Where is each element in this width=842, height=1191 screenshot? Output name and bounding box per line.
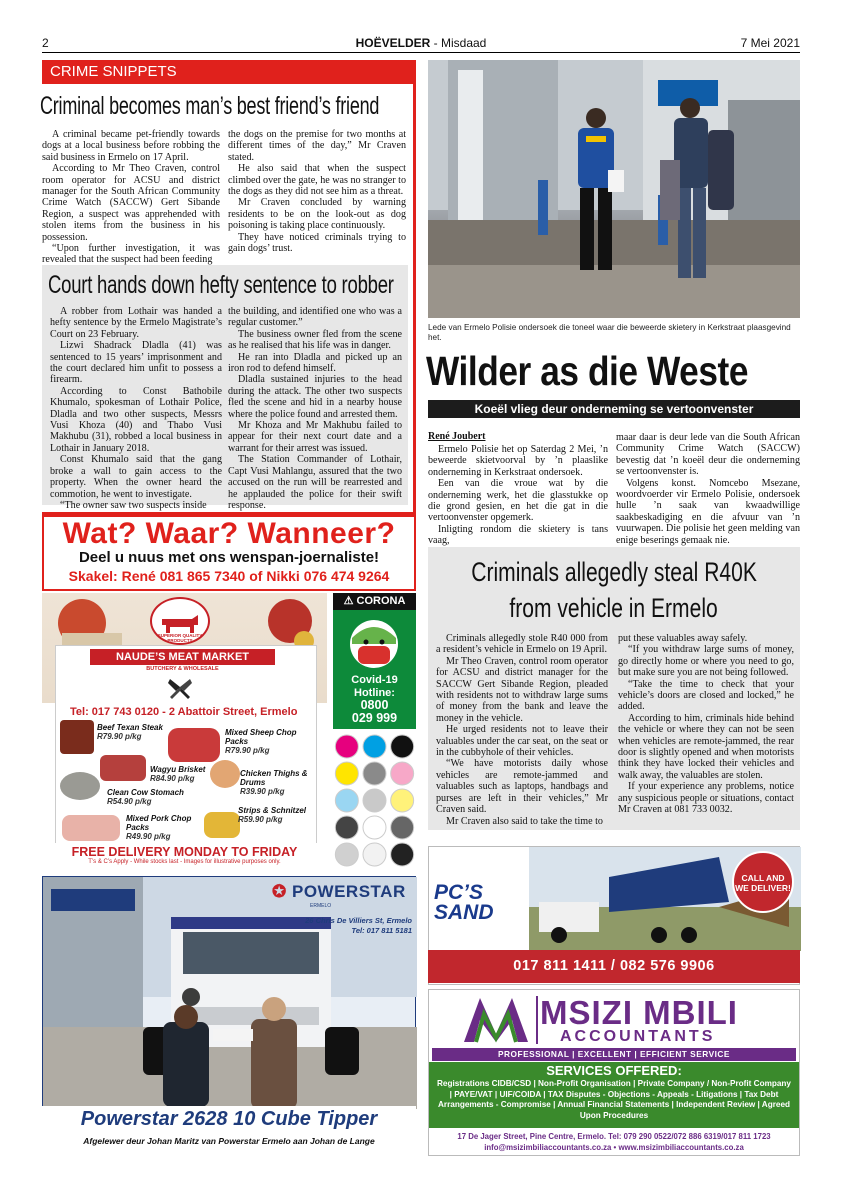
article-column [428,444,608,547]
paragraph: Const Khumalo said that the gang broke a wall to gain access to the property. When the owner heard the commotion, he went to investigate. [50,454,222,500]
item-price: R54.90 p/kg [107,797,152,806]
paragraph: Lizwi Shadrack Dladla (41) was sentenced to 15 years’ imprisonment and the court declared him unfit to possess a firearm. [50,340,222,386]
dealer-address [290,916,412,936]
photo-caption: Lede van Ermelo Polisie ondersoek die toneel waar die beweerde skietery in Kerkstraat plaasgevind het. [428,323,791,342]
article-byline: René Joubert [428,431,486,442]
warning-icon: ⚠ [343,595,354,607]
meat-photo [60,720,94,754]
colour-swatch [391,789,414,812]
butcher-sub: BUTCHERY & WHOLESALE [146,666,219,672]
paragraph: Ermelo Polisie het op Saterdag 2 Mei, ’n beweerde skietvoorval by ’n plaaslike onderneming in Kerkstraat ondersoek. [428,444,608,478]
delivery-text: FREE DELIVERY MONDAY TO FRIDAY [71,845,298,859]
header-rule [42,52,800,53]
web-line: info@msizimbiliaccountants.co.za • www.msizimbiliaccountants.co.za [484,1142,744,1152]
paragraph: According to Const Bathobile Khumalo, spokesman of Lothair Police, Dladla and two other suspects, Messrs Vusi Khoza (40) and Thabo Vusi Makhubu (31), robbed a local business in Lothair in January 2018. [50,385,222,454]
meat-photo [168,728,220,762]
paragraph: Dladla sustained injuries to the head during the attack. The other two suspects fled the scene and hid in a nearby house where the police found and arrested them. [228,374,402,420]
article-headline: Wilder as die Weste [426,348,749,394]
paragraph: “The owner saw two suspects inside [60,499,207,511]
article-column [228,129,406,259]
advert-title: Powerstar 2628 10 Cube Tipper [80,1108,378,1130]
firm-type: ACCOUNTANTS [560,1028,716,1045]
firm-tagline: PROFESSIONAL | EXCELLENT | EFFICIENT SERVICE [432,1048,796,1061]
item-price: R49.90 p/kg [126,832,171,841]
price-item [240,769,315,796]
meat-photo [100,755,146,781]
price-item [107,788,184,806]
corona-tag [333,593,416,610]
phone-banner: 017 811 1411 / 082 576 9906 [428,950,800,983]
paragraph: Een van die vroue wat by die onderneming werk, het die glasstukke op die grond gesien, en het die gat in die vertoonvenster opgemerk. [428,478,608,524]
price-item [126,814,204,841]
hotline-line: Hotline: [354,686,395,699]
article-headline: Court hands down hefty sentence to robber [48,271,394,299]
hotline-line: Covid-19 [351,674,398,686]
section-tag: CRIME SNIPPETS [42,60,416,84]
item-price: R84.90 p/kg [150,774,195,783]
paragraph: maar daar is deur lede van die South African Community Crime Watch (SACCW) bevestig dat ’n koeël deur die onderneming se vertoonvenster is. [616,432,800,478]
paragraph: A criminal became pet-friendly towards dogs at a local business before robbing the said business in Ermelo on 17 April. [42,129,220,163]
logo-line: SAND [434,901,494,924]
paragraph: Mr Craven also said to take the time to [446,815,603,827]
mm-logo-icon [462,994,530,1044]
advert-subtitle: Deel u nuus met ons wenspan-joernaliste! [78,549,380,566]
headline-line: from vehicle in Ermelo [509,593,719,623]
paragraph: Criminals allegedly stole R40 000 from a resident’s vehicle in Ermelo on 19 April. [436,633,608,656]
colour-swatch [363,735,386,758]
item-name: Clean Cow Stomach [107,788,184,797]
logo-line: PC’S [434,881,484,904]
meat-photo [60,772,100,800]
article-column [436,633,608,825]
article-column [616,432,800,546]
issue-date: 7 Mei 2021 [740,36,800,50]
colour-swatch [335,789,358,812]
corona-label: CORONA [356,595,406,607]
colour-swatch [363,762,386,785]
hotline-number: 0800 [360,698,389,712]
powerstar-logo [272,882,406,902]
logo-divider [536,996,538,1044]
paragraph: A robber from Lothair was handed a hefty sentence by the Ermelo Magistrate’s Court on 23 February. [50,306,222,340]
address-line: 17 De Jager Street, Pine Centre, Ermelo. Tel: 079 290 0522/072 886 6319/017 811 1723 [457,1132,771,1141]
swatch-grid [333,733,416,868]
truck-photo [43,877,417,1109]
delivery-badge: CALL AND WE DELIVER! [732,851,794,913]
paragraph: They have noticed criminals trying to gain dogs’ trust. [228,231,406,255]
paper-masthead [0,36,842,50]
paragraph: The Station Commander of Lothair, Capt Vusi Mahlangu, assured that the two accused on the run will be rearrested and he applauded the police for their swift response. [228,454,402,511]
article-column [42,129,220,266]
paragraph: The business owner fled from the scene as he realised that his life was in danger. [228,328,402,352]
masked-face-icon [346,614,403,670]
meat-photo [210,760,240,788]
paragraph: According to Mr Theo Craven, control room operator for ACSU and district manager for the South African Community Crime Watch (SACCW) Gert Sibande Region, a suspect was apprehended with stolen items from the business in his possession. [42,163,220,243]
cleaver-icon [166,675,194,701]
colour-swatch [363,816,386,839]
advert-contact: Skakel: René 081 865 7340 of Nikki 076 474 9264 [68,568,390,584]
colour-swatch [335,843,358,866]
meat-photo [204,812,240,838]
butcher-name: NAUDE’S MEAT MARKET [90,649,275,665]
colour-swatch [391,816,414,839]
paragraph: “Take the time to check that your vehicle’s doors are closed and locked,” he added. [618,678,794,713]
item-price: R59.90 p/kg [238,815,283,824]
item-name: Beef Texan Steak [97,723,163,732]
paragraph: Inligting rondom die skietery is tans vaag, [428,523,608,547]
brand-name: POWERSTAR [291,882,406,901]
colour-calibration-strip [333,733,416,868]
phone-line: Tel: 017 811 5181 [351,926,412,935]
paragraph: He ran into Dladla and picked up an iron rod to defend himself. [228,351,402,375]
article-subheadline: Koeël vlieg deur onderneming se vertoonvenster [428,400,800,418]
firm-name: MSIZI MBILI [540,994,738,1031]
services-title: SERVICES OFFERED: [546,1063,682,1078]
price-item [150,765,205,783]
star-icon: ✪ [272,882,287,901]
badge-label: SUPERIOR QUALITY PRODUCTS [157,633,203,643]
headline-line: Criminals allegedly steal R40K [471,557,757,587]
advert-title: Wat? Waar? Wanneer? [62,517,396,550]
colour-swatch [335,735,358,758]
item-price: R79.90 p/kg [225,746,270,755]
item-name: Mixed Pork Chop Packs [126,814,192,832]
advert-terms: T’s & C’s Apply - While stocks last - Images for illustrative purposes only. [88,859,281,865]
advert-caption: Afgelewer deur Johan Maritz van Powerstar Ermelo aan Johan de Lange [83,1136,375,1146]
page-number: 2 [42,36,49,50]
section-name: - Misdaad [430,36,487,50]
colour-swatch [391,762,414,785]
article-column [228,306,402,511]
item-price: R39.90 p/kg [240,787,285,796]
price-item [97,723,163,741]
colour-swatch [335,816,358,839]
article-headline [428,554,800,626]
sand-logo [434,883,494,923]
butcher-contact: Tel: 017 743 0120 - 2 Abattoir Street, Ermelo [70,706,298,718]
branch-label: ERMELO [310,903,332,909]
item-name: Chicken Thighs & Drums [240,769,308,787]
paragraph: put these valuables away safely. [618,633,748,644]
paragraph: He urged residents not to leave their valuables under the car seat, on the seat or in the cubbyhole of their vehicles. [436,724,608,759]
paragraph: “We have motorists daily whose vehicles are remote-jammed and valuables such as laptops, handbags and purses are left in their vehicles,” Mr Craven said. [436,758,608,816]
item-name: Strips & Schnitzel [238,806,307,815]
hotline-number: 029 999 [351,710,398,725]
paper-name: HOËVELDER [355,36,431,50]
item-name: Wagyu Brisket [150,765,206,774]
colour-swatch [391,843,414,866]
paragraph: Mr Theo Craven, control room operator for ACSU and district manager for the SACCW Gert Sibande Region, pleaded with residents not to withdraw large sums of money from the bank and leave the money in the vehicle. [436,655,608,724]
colour-swatch [391,735,414,758]
paragraph: Mr Khoza and Mr Makhubu failed to appear for their next court date and a warrant for their arrest was issued. [228,420,402,454]
meat-photo [62,815,120,841]
paragraph: “Upon further investigation, it was revealed that the suspect had been feeding [42,243,220,266]
firm-contact [429,1132,799,1153]
paragraph: “If you withdraw large sums of money, go directly home or where you need to go, but make sure you are not being followed. [618,644,794,679]
services-list: Registrations CIDB/CSD | Non-Profit Organisation | Private Company / Non-Profit Company | PAYE/VAT | UIF/COIDA | TAX Disputes - Objections - Appeals - Litigations | Tax Debt Arrangements - Compromise | Annual Financial Statements | Independent Review | Agreed Upon Procedures [437,1079,791,1120]
item-name: Mixed Sheep Chop Packs [225,728,297,746]
paragraph: Mr Craven concluded by warning residents to be on the look-out as dog poisoning is taking place continuously. [228,197,406,232]
paragraph: According to him, criminals hide behind the vehicle or where they can not be seen when vehicles are remote-jammed, the rear door is slightly opened and when motorists think they have locked their vehicles and walk away, the valuables are stolen. [618,712,794,781]
colour-swatch [363,843,386,866]
news-photo [428,60,800,318]
paragraph: the building, and identified one who was a regular customer.” [228,306,402,329]
hotline-info [333,674,416,724]
price-item [238,806,316,824]
photo-illustration [428,60,800,318]
item-price: R79.90 p/kg [97,732,142,741]
paragraph: He also said that when the suspect climbed over the gate, he was no stranger to the dogs as they did not see him as a threat. [228,163,406,198]
colour-swatch [335,762,358,785]
price-item [225,728,315,755]
article-column [618,633,794,825]
paragraph: If your experience any problems, notice any suspicious people or situations, contact Mr Craven at 081 733 0032. [618,781,794,816]
paragraph: the dogs on the premise for two months at different times of the day,” Mr Craven stated. [228,129,406,163]
colour-swatch [363,789,386,812]
article-headline: Criminal becomes man’s best friend’s friend [40,92,380,120]
address-line: 26 Chris De Villiers St, Ermelo [305,916,412,925]
article-column [50,306,222,511]
paragraph: Volgens konst. Nomcebo Msezane, woordvoerder vir Ermelo Polisie, ondersoek hulle ’n saak van kwaadwillige saakbeskadiging en die afvuur van ’n vuurwapen. Die polisie het geen melding van enige beserings gemaak nie. [616,477,800,546]
